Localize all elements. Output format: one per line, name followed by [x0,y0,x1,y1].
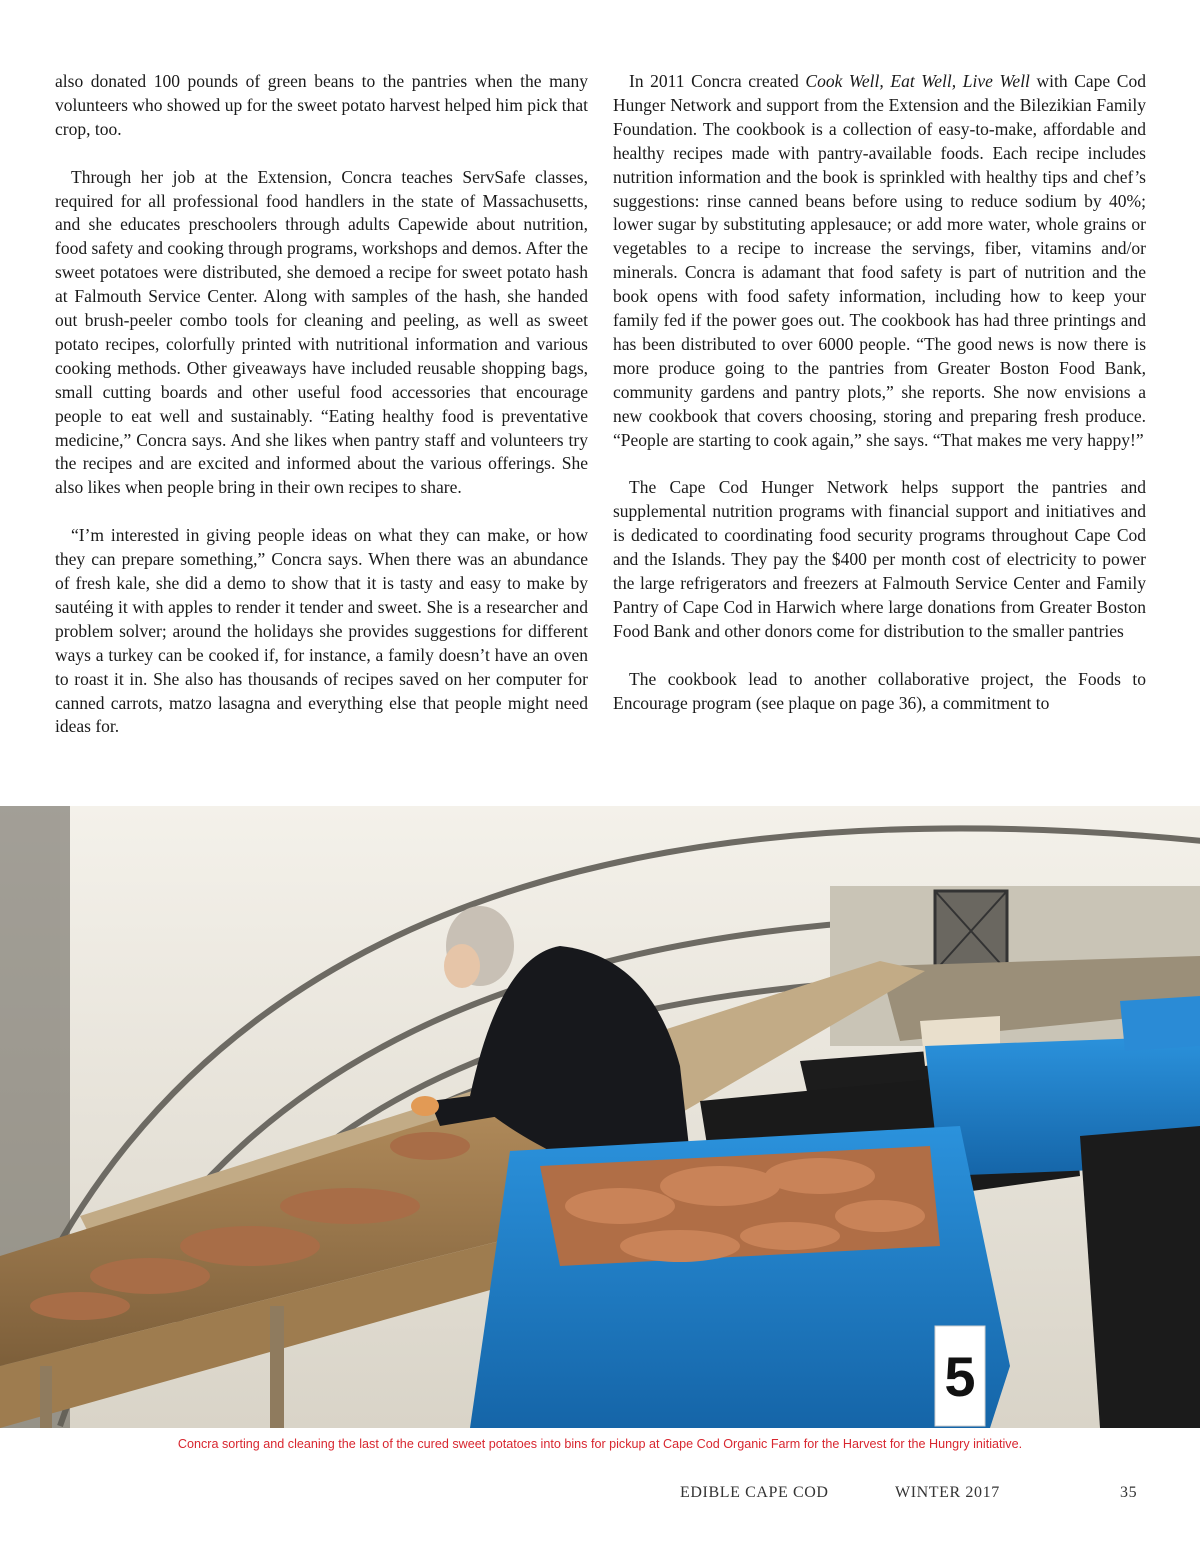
paragraph-text: In 2011 Concra created [629,71,806,91]
article-paragraph: The Cape Cod Hunger Network helps support the pantries and supplemental nutrition programs with financial support and initiatives and is dedicated to coordinating food security programs throughout Cape Cod and the Islands. They pay the $400 per month cost of electricity to power the large refrigerators and freezers at Falmouth Service Center and Family Pantry of Cape Cod in Harwich where large donations from Greater Boston Food Bank and other donors come for distribution to the smaller pantries [613,477,1146,641]
publication-name: EDIBLE CAPE COD [680,1484,829,1501]
paragraph-text: with Cape Cod Hunger Network and support from the Extension and the Bilezikian Family Foundation. The cookbook is a collection of easy-to-make, affordable and healthy recipes made with pantry-available foods. Each recipe includes nutrition information and the book is sprinkled with healthy tips and chef’s suggestions: rinse canned beans before using to reduce sodium by 40%; lower sugar by substituting applesauce; or add more water, whole grains or vegetables to a recipe to increase the servings, fiber, vitamins and/or minerals. Concra is adamant that food safety is part of nutrition and the book opens with food safety information, including how to keep your family fed if the power goes out. The cookbook has had three printings and has been distributed to over 6000 people. “The good news is now there is more produce going to the pantries from Greater Boston Food Bank, community gardens and pantry plots,” she reports. She now envisions a new cookbook that covers choosing, storing and preparing fresh produce. “People are starting to cook again,” she says. “That makes me very happy!” [613,71,1146,450]
article-paragraph: “I’m interested in giving people ideas on what they can make, or how they can prepare something,” Concra says. When there was an abundance of fresh kale, she did a demo to show that it is tasty and easy to make by sautéing it with apples to render it tender and sweet. She is a researcher and problem solver; around the holidays she provides suggestions for different ways a turkey can be cooked if, for instance, a family doesn’t have an oven to roast it in. She also has thousands of recipes saved on her computer for canned carrots, matzo lasagna and everything else that people might need ideas for. [55,525,588,737]
page-footer [0,1484,1200,1508]
article-paragraph [613,70,1146,453]
bin-number-label: 5 [944,1345,976,1408]
photo-caption: Concra sorting and cleaning the last of the cured sweet potatoes into bins for pickup at Cape Cod Organic Farm for the Harvest for the Hungry initiative. [177,1437,1023,1451]
cookbook-title: Cook Well, Eat Well, Live Well [805,71,1030,91]
page-number: 35 [1120,1484,1138,1501]
article-left-column [55,70,588,739]
article-paragraph: also donated 100 pounds of green beans to the pantries when the many volunteers who showed up for the sweet potato harvest helped him pick that crop, too. [55,71,588,139]
article-right-column [613,70,1146,715]
article-paragraph: The cookbook lead to another collaborative project, the Foods to Encourage program (see plaque on page 36), a commitment to [613,668,1146,713]
greenhouse-photo [0,806,1200,1428]
issue-date: WINTER 2017 [895,1484,1000,1501]
article-paragraph: Through her job at the Extension, Concra teaches ServSafe classes, required for all professional food handlers in the state of Massachusetts, and she educates preschoolers through adults Capewide about nutrition, food safety and cooking through programs, workshops and demos. After the sweet potatoes were distributed, she demoed a recipe for sweet potato hash at Falmouth Service Center. Along with samples of the hash, she handed out brush-peeler combo tools for cleaning and peeling, as well as sweet potato recipes, colorfully printed with nutritional information and various cooking methods. Other giveaways have included reusable shopping bags, small cutting boards and other useful food accessories that encourage people to eat well and sustainably. “Eating healthy food is preventative medicine,” Concra says. And she likes when pantry staff and volunteers try the recipes and are excited and informed about the various offerings. She also likes when people bring in their own recipes to share. [55,166,588,498]
